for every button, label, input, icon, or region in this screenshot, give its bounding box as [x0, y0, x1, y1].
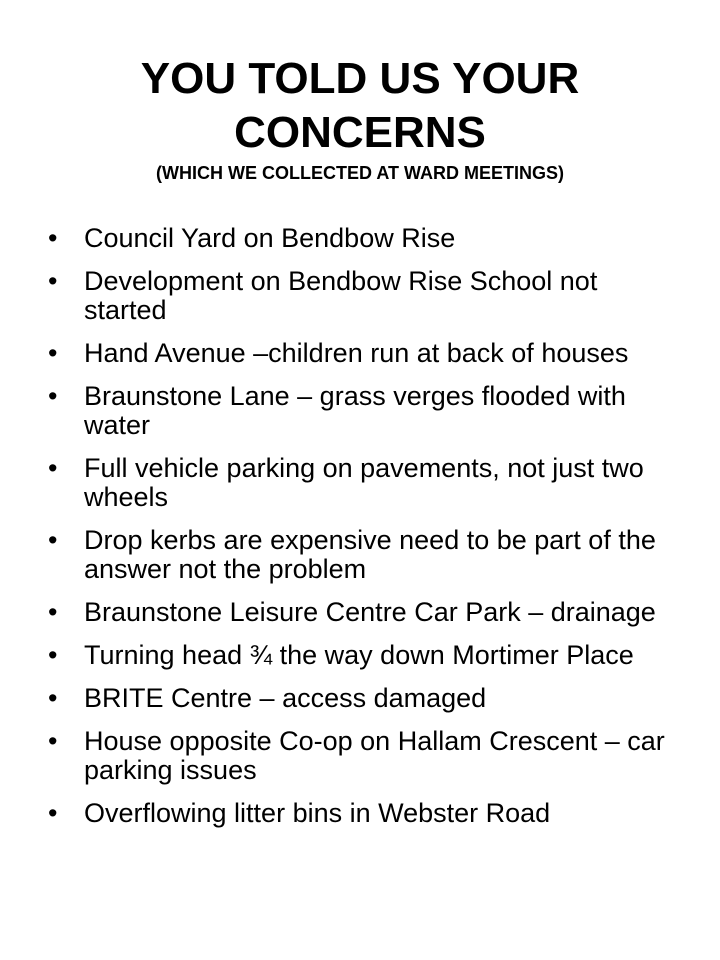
list-item [48, 339, 678, 368]
bullet-dot-icon: • [48, 266, 58, 296]
bullet-dot-icon: • [48, 338, 58, 368]
list-item [48, 224, 678, 253]
bullet-dot-icon: • [48, 223, 58, 253]
list-item-text: BRITE Centre – access damaged [84, 683, 487, 713]
title-subtitle: (WHICH WE COLLECTED AT WARD MEETINGS) [156, 163, 564, 183]
bullet-dot-icon: • [48, 798, 58, 828]
list-item-text: Full vehicle parking on pavements, not just two wheels [84, 453, 644, 512]
bullet-dot-icon: • [48, 525, 58, 555]
bullet-dot-icon: • [48, 683, 58, 713]
list-item-text: Turning head ¾ the way down Mortimer Place [84, 640, 634, 670]
bullet-dot-icon: • [48, 597, 58, 627]
list-item-text: Drop kerbs are expensive need to be part of the answer not the problem [84, 525, 656, 584]
list-item [48, 382, 678, 440]
list-item [48, 799, 678, 828]
list-item [48, 727, 678, 785]
bullet-dot-icon: • [48, 640, 58, 670]
list-item-text: Hand Avenue –children run at back of houses [84, 338, 629, 368]
list-item-text: Development on Bendbow Rise School not started [84, 266, 598, 325]
bullet-dot-icon: • [48, 453, 58, 483]
list-item-text: Council Yard on Bendbow Rise [84, 223, 456, 253]
concerns-list [48, 224, 678, 842]
list-item-text: Braunstone Leisure Centre Car Park – drainage [84, 597, 656, 627]
list-item-text: Braunstone Lane – grass verges flooded with water [84, 381, 626, 440]
list-item [48, 641, 678, 670]
list-item-text: House opposite Co-op on Hallam Crescent – car parking issues [84, 726, 665, 785]
list-item [48, 684, 678, 713]
list-item [48, 598, 678, 627]
page-title [40, 52, 680, 186]
bullet-dot-icon: • [48, 381, 58, 411]
bullet-dot-icon: • [48, 726, 58, 756]
list-item-text: Overflowing litter bins in Webster Road [84, 798, 551, 828]
title-main: YOU TOLD US YOUR CONCERNS [140, 54, 580, 157]
list-item [48, 526, 678, 584]
list-item [48, 267, 678, 325]
list-item [48, 454, 678, 512]
